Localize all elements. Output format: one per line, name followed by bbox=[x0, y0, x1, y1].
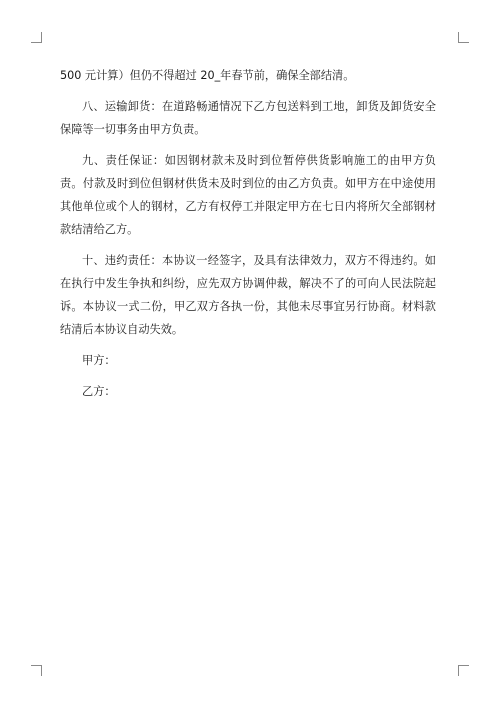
text-line: 九、责任保证：如因钢材款未及时到位暂停供货影响施工的由甲方负责。付款及 bbox=[60, 154, 436, 190]
signature-party-a bbox=[60, 349, 436, 372]
text-line: 乙方： bbox=[82, 385, 116, 398]
signature-party-b bbox=[60, 380, 436, 403]
crop-mark-bottom-right bbox=[458, 665, 469, 676]
paragraph-transport-unloading bbox=[60, 95, 436, 141]
text-line: 材，乙方有权停工并限定甲方在七日内将所欠全部钢材款结清给乙方。 bbox=[60, 200, 436, 236]
crop-mark-top-right bbox=[458, 32, 469, 43]
crop-mark-bottom-left bbox=[31, 665, 42, 676]
text-line: 甲方： bbox=[82, 354, 116, 367]
text-line: 发生争执和纠纷，应先双方协调仲裁，解决不了的可向人民法院起诉。本协议一式二 bbox=[60, 277, 436, 313]
text-line: 份，甲乙双方各执一份，其他未尽事宜另行协商。材料款结清后本协议自动失效。 bbox=[60, 300, 436, 336]
crop-mark-top-left bbox=[31, 32, 42, 43]
text-line: 500 元计算）但仍不得超过 20_年春节前，确保全部结清。 bbox=[60, 69, 355, 82]
text-line: 切事务由甲方负责。 bbox=[104, 123, 206, 136]
paragraph-continued bbox=[60, 64, 436, 87]
text-line: 八、运输卸货：在道路畅通情况下乙方包送料到工地，卸货及卸货安全保障等一 bbox=[60, 100, 436, 136]
paragraph-responsibility-guarantee bbox=[60, 149, 436, 241]
text-line: 时到位但钢材供货未及时到位的由乙方负责。如甲方在中途使用其他单位或个人的钢 bbox=[60, 177, 436, 213]
text-line: 十、违约责任：本协议一经签字，及具有法律效力，双方不得违约。如在执行中 bbox=[60, 254, 436, 290]
paragraph-breach-liability bbox=[60, 249, 436, 341]
document-body bbox=[60, 64, 436, 403]
